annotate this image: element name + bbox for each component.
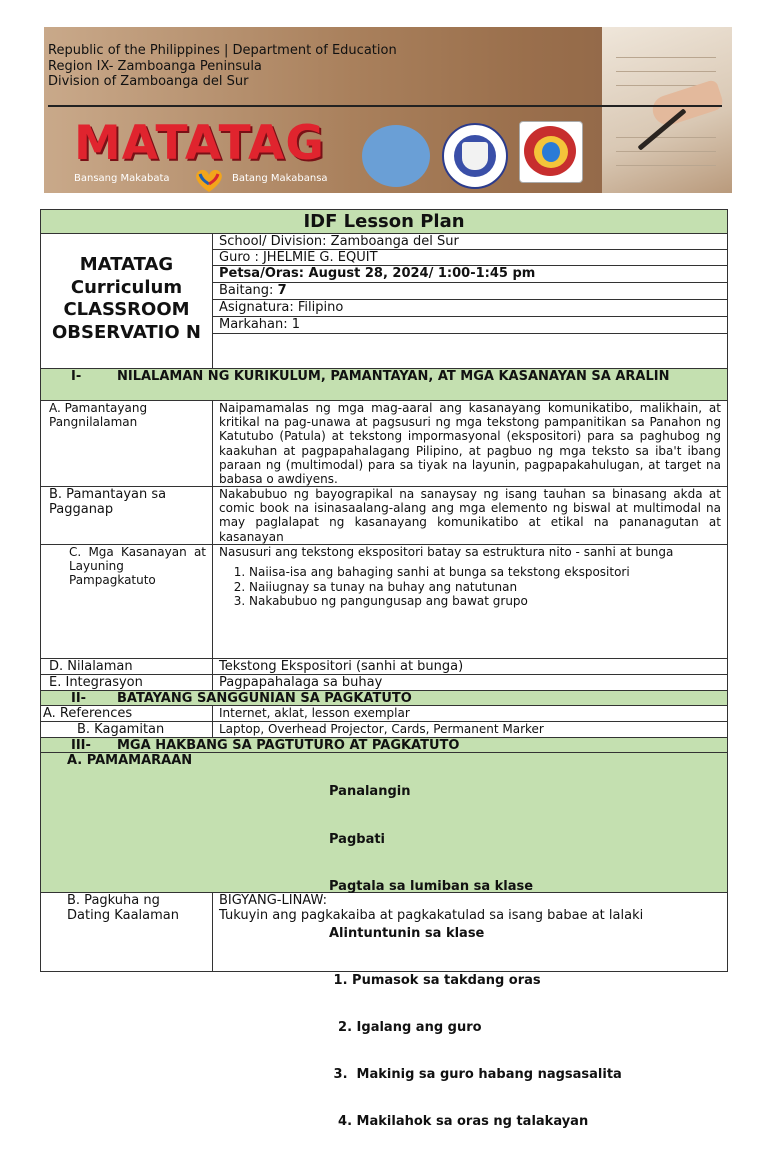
procedure-step: Panalangin: [329, 784, 411, 800]
writing-paper-image: [602, 27, 732, 193]
section-1-heading: [41, 368, 727, 400]
prior-knowledge-cell: [213, 893, 727, 971]
grade-value: 7: [277, 283, 287, 298]
prior-knowledge-text: Tukuyin ang pagkakaiba at pagkakatulad sa isang babae at lalaki: [219, 908, 644, 923]
references-text: Internet, aklat, lesson exemplar: [219, 706, 410, 720]
division-seal-icon: [519, 121, 583, 183]
prior-knowledge-label: B. Pagkuha ng Dating Kaalaman: [41, 893, 213, 971]
section-3-heading: [41, 737, 727, 752]
grade-field: [213, 283, 727, 300]
objective-item: 3. Nakabubuo ng pangungusap ang bawat grupo: [249, 594, 721, 609]
procedure-step: 1. Pumasok sa takdang oras: [329, 972, 541, 988]
objectives-list: [219, 565, 721, 609]
lesson-plan-table: [40, 209, 728, 1130]
lesson-plan-title: IDF Lesson Plan: [41, 210, 727, 233]
header-divider: [48, 105, 722, 107]
content-row: [41, 658, 727, 674]
section-3-number: III-: [71, 738, 91, 753]
content-standard-label: A. Pamantayang Pangnilalaman: [41, 401, 213, 486]
grade-label: Baitang:: [219, 283, 278, 298]
procedure-step: Pagbati: [329, 831, 386, 847]
section-1-title: NILALAMAN NG KURIKULUM, PAMANTAYAN, AT MGA KASANAYAN SA ARALIN: [117, 369, 670, 384]
teacher-field: Guro : JHELMIE G. EQUIT: [213, 250, 727, 266]
section-1-number: I-: [71, 369, 82, 384]
integration-label: E. Integrasyon: [41, 675, 213, 690]
hands-heart-icon: [192, 166, 226, 193]
header-line-3: Division of Zamboanga del Sur: [48, 74, 249, 89]
quarter-field: Markahan: 1: [213, 317, 727, 334]
procedure-step: Pagtala sa lumiban sa klase: [329, 878, 534, 894]
info-fields: [213, 234, 727, 368]
materials-text: Laptop, Overhead Projector, Cards, Permanent Marker: [219, 722, 544, 736]
content-standard-row: [41, 400, 727, 486]
school-field: School/ Division: Zamboanga del Sur: [213, 234, 727, 250]
materials-label: B. Kagamitan: [41, 722, 213, 737]
section-2-heading: [41, 690, 727, 705]
materials-row: [41, 721, 727, 737]
competencies-intro: Nasusuri ang tekstong ekspositori batay sa estruktura nito - sanhi at bunga: [219, 545, 674, 559]
content-label: D. Nilalaman: [41, 659, 213, 674]
subject-field: Asignatura: Filipino: [213, 300, 727, 317]
integration-text: Pagpapahalaga sa buhay: [219, 675, 383, 690]
procedure-step: 3. Makinig sa guro habang nagsasalita: [329, 1067, 622, 1083]
competencies-label: C. Mga Kasanayan at Layuning Pampagkatuto: [41, 545, 213, 658]
procedure-step: 4. Makilahok sa oras ng talakayan: [329, 1114, 589, 1130]
blue-circle-logo: [362, 125, 430, 187]
tagline-left: Bansang Makabata: [74, 173, 170, 184]
content-standard-text: Naipamamalas ng mga mag-aaral ang kasanayang komunikatibo, malikhain, at kritikal na pag-unawa at pagsusuri ng mga tekstong pampanitikan sa Panahon ng Katutubo (Patula) at tekstong impormasyonal (ekspositori) para sa paghubog ng kaakuhan at pagpapahalagang Pilipino, at pagbuo ng mga teksto sa iba't ibang paraan ng (multimodal) para sa tiyak na layunin, pagpapakahulugan, at target na babasa o awdiyens.: [219, 401, 721, 487]
prior-knowledge-heading: BIGYANG-LINAW:: [219, 893, 327, 908]
procedure-label: A. PAMAMARAAN: [67, 753, 193, 768]
references-row: [41, 705, 727, 721]
info-block: [41, 233, 727, 368]
competencies-row: [41, 544, 727, 658]
objective-item: 2. Naiiugnay sa tunay na buhay ang natutunan: [249, 580, 721, 595]
objective-item: 1. Naiisa-isa ang bahaging sanhi at bunga sa tekstong ekspositori: [249, 565, 721, 580]
header-banner: [44, 27, 732, 193]
competencies-cell: [213, 545, 727, 658]
prior-knowledge-row: [41, 892, 727, 971]
performance-standard-text: Nakabubuo ng bayograpikal na sanaysay ng isang tauhan sa binasang akda at comic book na isinasaalang-alang ang mga elemento ng biswal at multimodal na may paglalapat ng kasanayang komunikatibo at etikal na pananagutan at kasanayan: [219, 487, 721, 544]
date-field: Petsa/Oras: August 28, 2024/ 1:00-1:45 pm: [213, 266, 727, 283]
header-line-2: Region IX- Zamboanga Peninsula: [48, 58, 262, 74]
hand-image: [649, 79, 725, 129]
header-line-1: Republic of the Philippines | Department of Education: [48, 43, 397, 58]
deped-seal-icon: [442, 123, 508, 189]
integration-row: [41, 674, 727, 690]
tagline-right: Batang Makabansa: [232, 173, 328, 184]
performance-standard-row: [41, 486, 727, 544]
matatag-logo: MATATAG: [74, 116, 325, 171]
procedure-step: 2. Igalang ang guro: [329, 1019, 482, 1035]
agency-header: [48, 43, 397, 90]
procedure-step: Alintuntunin sa klase: [329, 925, 485, 941]
performance-standard-label: B. Pamantayan sa Pagganap: [41, 487, 213, 544]
observation-label: MATATAG Curriculum CLASSROOM OBSERVATIO N: [41, 234, 213, 368]
section-2-number: II-: [71, 691, 87, 706]
content-text: Tekstong Ekspositori (sanhi at bunga): [219, 659, 464, 674]
references-label: A. References: [41, 706, 213, 721]
section-3-title: MGA HAKBANG SA PAGTUTURO AT PAGKATUTO: [117, 738, 460, 753]
section-2-title: BATAYANG SANGGUNIAN SA PAGKATUTO: [117, 691, 412, 706]
